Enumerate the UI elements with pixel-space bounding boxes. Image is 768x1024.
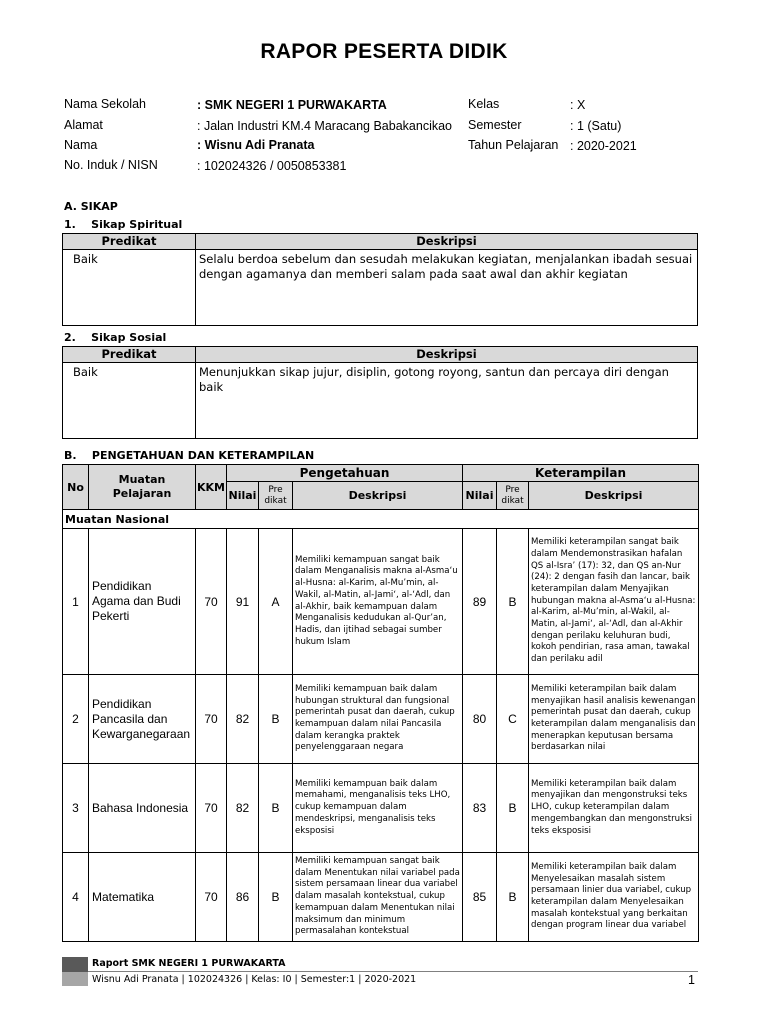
page-title: RAPOR PESERTA DIDIK bbox=[260, 40, 508, 63]
semester-label: Semester bbox=[468, 118, 522, 132]
footer-school: Raport SMK NEGERI 1 PURWAKARTA bbox=[92, 958, 286, 969]
sikap-spiritual-heading: 1. Sikap Spiritual bbox=[64, 218, 183, 231]
row-mapel: Pendidikan Agama dan Budi Pekerti bbox=[89, 529, 196, 675]
page-number: 1 bbox=[688, 973, 695, 987]
row-k-nilai: 89 bbox=[463, 529, 497, 675]
spiritual-deskripsi: Selalu berdoa sebelum dan sesudah melakukan kegiatan, menjalankan ibadah sesuai dengan agamanya dan memberi salam pada saat awal dan akhir kegiatan bbox=[196, 250, 698, 326]
semester-value: : 1 (Satu) bbox=[570, 119, 622, 133]
row-no: 2 bbox=[63, 675, 89, 764]
table-row bbox=[63, 529, 699, 675]
pengetahuan-header: Pengetahuan bbox=[227, 465, 463, 482]
nama-sekolah-label: Nama Sekolah bbox=[64, 97, 146, 111]
row-kkm: 70 bbox=[196, 675, 227, 764]
induk-value: : 102024326 / 0050853381 bbox=[197, 159, 347, 173]
row-p-deskripsi: Memiliki kemampuan baik dalam memahami, menganalisis teks LHO, cukup kemampuan dalam mendeskripsi, menganalisis teks eksposisi bbox=[295, 778, 451, 836]
deskripsi-header: Deskripsi bbox=[196, 347, 698, 363]
table-row bbox=[63, 675, 699, 764]
row-k-nilai: 85 bbox=[463, 853, 497, 942]
p-predikat-header: Pre dikat bbox=[259, 482, 293, 510]
row-p-predikat: B bbox=[259, 853, 293, 942]
row-k-predikat: B bbox=[497, 529, 529, 675]
footer-light-bar bbox=[62, 972, 88, 986]
no-header: No bbox=[63, 465, 89, 510]
kelas-value: : X bbox=[570, 98, 586, 112]
footer-divider bbox=[88, 971, 698, 972]
row-mapel: Bahasa Indonesia bbox=[89, 764, 196, 853]
sikap-sosial-table bbox=[62, 346, 698, 439]
row-k-deskripsi: Memiliki keterampilan baik dalam Menyelesaikan masalah sistem persamaan linier dua variabel, cukup keterampilan dalam Menyelesaikan masalah kontekstual yang berkaitan dengan program linear dua variabel bbox=[531, 861, 692, 931]
row-p-nilai: 82 bbox=[227, 764, 259, 853]
sikap-spiritual-table bbox=[62, 233, 698, 326]
nama-sekolah-value: : SMK NEGERI 1 PURWAKARTA bbox=[197, 98, 387, 112]
spiritual-predikat: Baik bbox=[63, 250, 196, 326]
row-mapel: Matematika bbox=[89, 853, 196, 942]
row-p-deskripsi: Memiliki kemampuan sangat baik dalam Menentukan nilai variabel pada sistem persamaan linear dua variabel dalam masalah kontekstual, cukup kemampuan dalam Menentukan nilai maksimum dan minimum permasalahan kontekstual bbox=[295, 856, 460, 937]
footer-dark-bar bbox=[62, 957, 88, 972]
muatan-header: Muatan Pelajaran bbox=[89, 465, 196, 510]
row-no: 1 bbox=[63, 529, 89, 675]
alamat-value: : Jalan Industri KM.4 Maracang Babakancikao bbox=[197, 119, 452, 133]
row-kkm: 70 bbox=[196, 764, 227, 853]
k-deskripsi-header: Deskripsi bbox=[529, 482, 699, 510]
row-mapel: Pendidikan Pancasila dan Kewarganegaraan bbox=[89, 675, 196, 764]
row-p-predikat: B bbox=[259, 764, 293, 853]
row-p-nilai: 86 bbox=[227, 853, 259, 942]
tahun-value: : 2020-2021 bbox=[570, 139, 637, 153]
row-k-nilai: 80 bbox=[463, 675, 497, 764]
row-k-nilai: 83 bbox=[463, 764, 497, 853]
nama-label: Nama bbox=[64, 138, 98, 152]
predikat-header: Predikat bbox=[63, 234, 196, 250]
row-p-predikat: A bbox=[259, 529, 293, 675]
p-deskripsi-header: Deskripsi bbox=[293, 482, 463, 510]
k-nilai-header: Nilai bbox=[463, 482, 497, 510]
row-p-deskripsi: Memiliki kemampuan baik dalam hubungan struktural dan fungsional pemerintah pusat dan daerah, cukup kemampuan dalam nilai Pancasila dalam kerangka praktek penyelenggaraan negara bbox=[295, 683, 455, 753]
table-row bbox=[63, 764, 699, 853]
table-row bbox=[63, 853, 699, 942]
row-k-deskripsi: Memiliki keterampilan baik dalam menyajikan dan mengonstruksi teks LHO, cukup keterampilan dalam mengembangkan dan mengonstruksi teks eksposisi bbox=[531, 778, 692, 836]
alamat-label: Alamat bbox=[64, 118, 103, 132]
nilai-table bbox=[62, 464, 699, 942]
induk-label: No. Induk / NISN bbox=[64, 158, 158, 172]
row-k-deskripsi: Memiliki keterampilan sangat baik dalam Mendemonstrasikan hafalan QS al-Isra’ (17): 32, dan QS an-Nur (24): 2 dengan fasih dan lancar, baik keterampilan dalam Menyajikan hubungan makna al-Asma‘u al-Husna: al-Karim, al-Mu’min, al-Wakil, al-Matin, al-Jami‘, al-‘Adl, dan al-Akhir dengan perilaku keluhuran budi, kokoh pendirian, rasa aman, tawakal dan perilaku adil bbox=[531, 537, 696, 665]
row-k-predikat: B bbox=[497, 853, 529, 942]
sosial-predikat: Baik bbox=[63, 363, 196, 439]
sosial-deskripsi: Menunjukkan sikap jujur, disiplin, gotong royong, santun dan percaya diri dengan baik bbox=[196, 363, 698, 439]
row-p-nilai: 91 bbox=[227, 529, 259, 675]
row-k-predikat: B bbox=[497, 764, 529, 853]
row-k-deskripsi: Memiliki keterampilan baik dalam menyajikan hasil analisis kewenangan pemerintah pusat dan daerah, cukup keterampilan dalam menganalisis dan menerapkan keputusan bersama berdasarkan nilai bbox=[531, 683, 696, 753]
tahun-label: Tahun Pelajaran bbox=[468, 138, 559, 152]
section-pengetahuan-heading: B. PENGETAHUAN DAN KETERAMPILAN bbox=[64, 449, 315, 462]
row-no: 4 bbox=[63, 853, 89, 942]
deskripsi-header: Deskripsi bbox=[196, 234, 698, 250]
muatan-nasional-group: Muatan Nasional bbox=[63, 510, 699, 529]
footer-student-info: Wisnu Adi Pranata | 102024326 | Kelas: I0 | Semester:1 | 2020-2021 bbox=[92, 974, 417, 985]
row-k-predikat: C bbox=[497, 675, 529, 764]
nama-value: : Wisnu Adi Pranata bbox=[197, 138, 315, 152]
row-kkm: 70 bbox=[196, 853, 227, 942]
predikat-header: Predikat bbox=[63, 347, 196, 363]
row-p-deskripsi: Memiliki kemampuan sangat baik dalam Menganalisis makna al-Asma‘u al-Husna: al-Karim, al-Mu’min, al-Wakil, al-Matin, al-Jami‘, al-‘Adl, dan al-Akhir, baik kemampuan dalam Menganalisis kedudukan al-Qur’an, Hadis, dan ijtihad sebagai sumber hukum Islam bbox=[295, 554, 458, 647]
keterampilan-header: Keterampilan bbox=[463, 465, 699, 482]
row-p-predikat: B bbox=[259, 675, 293, 764]
row-kkm: 70 bbox=[196, 529, 227, 675]
kelas-label: Kelas bbox=[468, 97, 500, 111]
kkm-header: KKM bbox=[196, 465, 227, 510]
row-p-nilai: 82 bbox=[227, 675, 259, 764]
p-nilai-header: Nilai bbox=[227, 482, 259, 510]
sikap-sosial-heading: 2. Sikap Sosial bbox=[64, 331, 167, 344]
row-no: 3 bbox=[63, 764, 89, 853]
k-predikat-header: Pre dikat bbox=[497, 482, 529, 510]
section-sikap-heading: A. SIKAP bbox=[64, 200, 118, 213]
